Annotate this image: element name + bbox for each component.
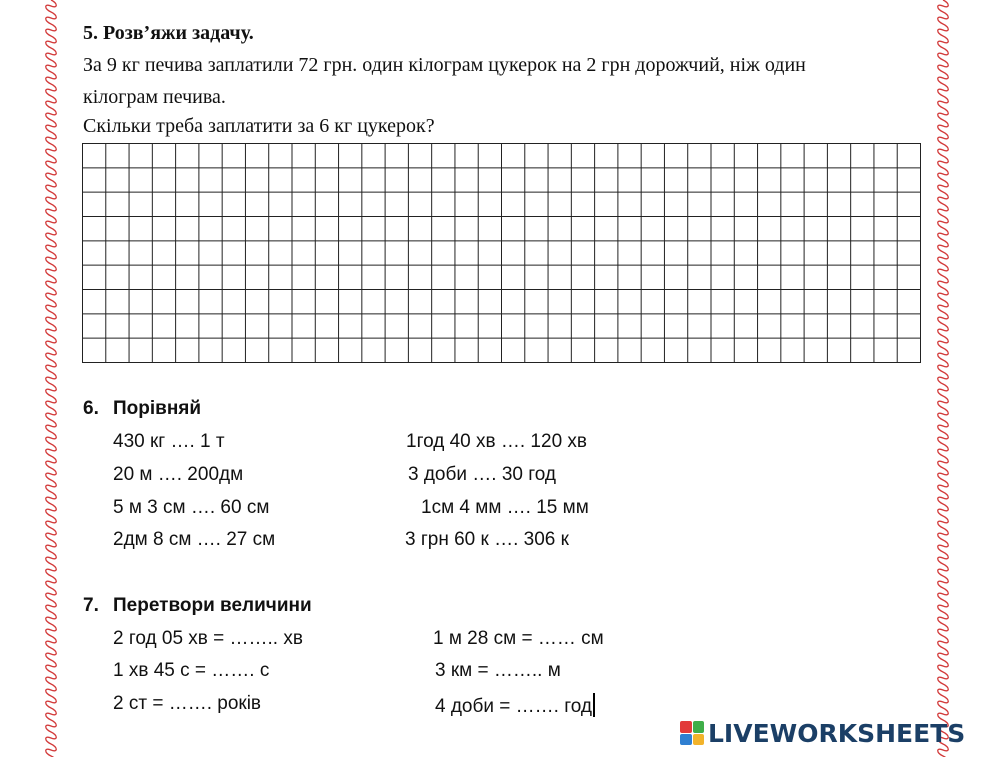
task6-row3-right: 1см 4 мм …. 15 мм xyxy=(421,497,589,518)
task5-title: 5. Розв’яжи задачу. xyxy=(83,22,254,44)
right-page-border xyxy=(936,0,950,757)
logo-square xyxy=(693,721,705,733)
task6-row2-right: 3 доби …. 30 год xyxy=(408,464,556,485)
logo-squares-icon xyxy=(680,721,704,745)
task7-row3-right: 4 доби = ……. год xyxy=(435,696,592,717)
task7-title: Перетвори величини xyxy=(113,595,312,616)
task6-title: Порівняй xyxy=(113,398,202,419)
task7-row1-right: 1 м 28 см = …… см xyxy=(433,628,604,649)
liveworksheets-logo xyxy=(680,718,965,748)
text-cursor xyxy=(593,693,595,717)
task7-row1-left: 2 год 05 хв = …….. хв xyxy=(113,628,303,649)
left-page-border xyxy=(44,0,58,757)
logo-square xyxy=(693,734,705,746)
task5-text-line1: За 9 кг печива заплатили 72 грн. один кілограм цукерок на 2 грн дорожчий, ніж один xyxy=(83,54,806,76)
task5-question: Скільки треба заплатити за 6 кг цукерок? xyxy=(83,115,435,137)
logo-square xyxy=(680,734,692,746)
task6-number: 6. xyxy=(83,398,99,419)
task7-row2-right: 3 км = …….. м xyxy=(435,660,561,681)
task6-row1-right: 1год 40 хв …. 120 хв xyxy=(406,431,588,452)
answer-grid[interactable] xyxy=(82,143,921,363)
task6-row4-right: 3 грн 60 к …. 306 к xyxy=(405,529,569,550)
task7-row2-left: 1 хв 45 с = ……. с xyxy=(113,660,270,681)
task7-row3-left: 2 ст = ……. років xyxy=(113,693,262,714)
task6-row1-left: 430 кг …. 1 т xyxy=(113,431,225,452)
task7-number: 7. xyxy=(83,595,99,616)
logo-square xyxy=(680,721,692,733)
task5-text-line2: кілограм печива. xyxy=(83,86,226,108)
task6-row4-left: 2дм 8 см …. 27 см xyxy=(113,529,276,550)
task6-row2-left: 20 м …. 200дм xyxy=(113,464,244,485)
task6-row3-left: 5 м 3 см …. 60 см xyxy=(113,497,270,518)
task7-row3-right-wrap[interactable] xyxy=(435,693,595,718)
logo-text: LIVEWORKSHEETS xyxy=(708,718,966,748)
